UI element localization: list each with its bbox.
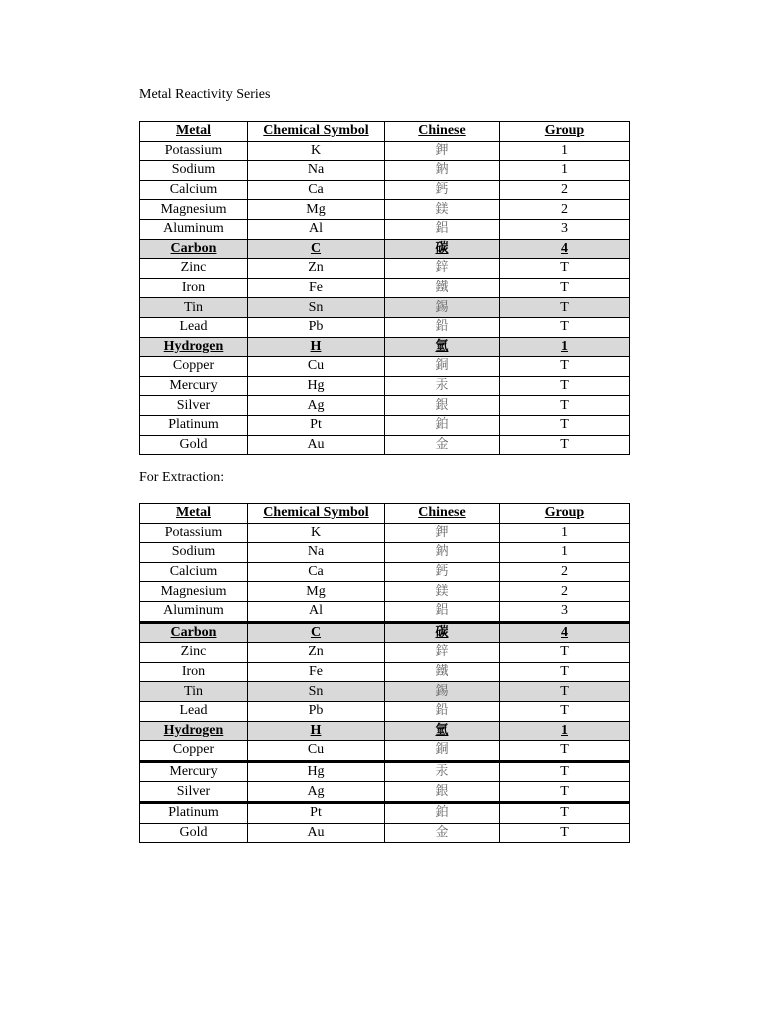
cell-symbol: Al [248,601,385,622]
cell-metal: Hydrogen [140,721,248,741]
cell-symbol: Hg [248,376,385,396]
table-row [140,643,630,663]
cell-symbol: Au [248,823,385,843]
cell-symbol: Mg [248,200,385,220]
cell-metal: Zinc [140,643,248,663]
cell-group: T [500,298,630,318]
cell-symbol: H [248,337,385,357]
table-row [140,701,630,721]
cell-group: T [500,701,630,721]
cell-group: 2 [500,180,630,200]
cell-metal: Sodium [140,161,248,181]
cell-symbol: Ca [248,180,385,200]
table-row [140,682,630,702]
cell-metal: Tin [140,682,248,702]
cell-chinese: 鈉 [385,543,500,563]
cell-chinese: 金 [385,823,500,843]
cell-chinese: 汞 [385,376,500,396]
cell-group: T [500,317,630,337]
cell-symbol: Zn [248,643,385,663]
cell-chinese: 鉀 [385,141,500,161]
section-title-extraction: For Extraction: [139,470,225,485]
cell-symbol: Sn [248,682,385,702]
cell-symbol: Mg [248,582,385,602]
cell-metal: Lead [140,317,248,337]
cell-chinese: 鈉 [385,161,500,181]
cell-symbol: Fe [248,662,385,682]
cell-group: T [500,761,630,782]
cell-symbol: Na [248,543,385,563]
cell-chinese: 鋅 [385,259,500,279]
cell-chinese: 銅 [385,357,500,377]
cell-chinese: 錫 [385,682,500,702]
cell-metal: Mercury [140,376,248,396]
table-row [140,396,630,416]
table-row [140,523,630,543]
cell-group: T [500,782,630,803]
cell-symbol: Fe [248,278,385,298]
cell-group: 4 [500,622,630,643]
cell-group: T [500,682,630,702]
cell-chinese: 鋁 [385,219,500,239]
extraction-table [139,503,630,843]
cell-metal: Gold [140,823,248,843]
column-header-chinese: Chinese [385,504,500,524]
cell-metal: Carbon [140,622,248,643]
cell-metal: Lead [140,701,248,721]
cell-metal: Calcium [140,180,248,200]
cell-group: T [500,376,630,396]
cell-group: 3 [500,601,630,622]
cell-metal: Mercury [140,761,248,782]
cell-chinese: 鉑 [385,415,500,435]
cell-metal: Iron [140,278,248,298]
table-row [140,415,630,435]
cell-group: 3 [500,219,630,239]
table-row [140,543,630,563]
cell-metal: Sodium [140,543,248,563]
cell-chinese: 鈣 [385,180,500,200]
cell-metal: Silver [140,396,248,416]
cell-group: T [500,415,630,435]
cell-chinese: 錫 [385,298,500,318]
cell-group: 1 [500,543,630,563]
table-row [140,180,630,200]
cell-group: T [500,357,630,377]
cell-metal: Magnesium [140,582,248,602]
cell-group: T [500,278,630,298]
cell-metal: Magnesium [140,200,248,220]
cell-symbol: K [248,523,385,543]
cell-chinese: 鐵 [385,278,500,298]
column-header-symbol: Chemical Symbol [248,504,385,524]
cell-metal: Carbon [140,239,248,259]
cell-group: 1 [500,161,630,181]
cell-group: T [500,259,630,279]
cell-chinese: 銅 [385,741,500,762]
table-row [140,337,630,357]
cell-group: T [500,802,630,823]
table-row [140,562,630,582]
table-row [140,741,630,762]
cell-chinese: 鉑 [385,802,500,823]
column-header-chinese: Chinese [385,122,500,142]
cell-chinese: 鉛 [385,701,500,721]
cell-chinese: 氫 [385,337,500,357]
table-row [140,721,630,741]
table-row [140,601,630,622]
cell-chinese: 鉛 [385,317,500,337]
cell-symbol: Cu [248,741,385,762]
cell-group: T [500,396,630,416]
cell-symbol: Al [248,219,385,239]
cell-symbol: Ca [248,562,385,582]
cell-chinese: 鉀 [385,523,500,543]
cell-chinese: 鐵 [385,662,500,682]
column-header-metal: Metal [140,504,248,524]
cell-symbol: K [248,141,385,161]
cell-metal: Copper [140,357,248,377]
table-row [140,298,630,318]
cell-metal: Calcium [140,562,248,582]
table-row [140,622,630,643]
cell-group: T [500,823,630,843]
cell-group: T [500,741,630,762]
table-row [140,823,630,843]
cell-symbol: Pt [248,415,385,435]
table-row [140,239,630,259]
cell-group: 1 [500,337,630,357]
cell-metal: Hydrogen [140,337,248,357]
cell-symbol: Pb [248,701,385,721]
cell-group: T [500,643,630,663]
cell-chinese: 銀 [385,782,500,803]
cell-group: 1 [500,523,630,543]
table-row [140,278,630,298]
cell-symbol: Sn [248,298,385,318]
cell-symbol: H [248,721,385,741]
cell-metal: Platinum [140,802,248,823]
table-row [140,376,630,396]
cell-symbol: Ag [248,782,385,803]
cell-metal: Gold [140,435,248,455]
section-title-reactivity-series: Metal Reactivity Series [139,87,271,102]
cell-symbol: Zn [248,259,385,279]
cell-symbol: Cu [248,357,385,377]
column-header-symbol: Chemical Symbol [248,122,385,142]
cell-symbol: Ag [248,396,385,416]
cell-metal: Iron [140,662,248,682]
cell-chinese: 汞 [385,761,500,782]
cell-metal: Potassium [140,523,248,543]
column-header-group: Group [500,122,630,142]
cell-metal: Aluminum [140,219,248,239]
cell-group: T [500,662,630,682]
cell-chinese: 氫 [385,721,500,741]
cell-chinese: 鎂 [385,582,500,602]
table-row [140,259,630,279]
table-row [140,582,630,602]
table-row [140,802,630,823]
cell-chinese: 鎂 [385,200,500,220]
cell-symbol: C [248,239,385,259]
table-row [140,662,630,682]
cell-group: 2 [500,562,630,582]
cell-symbol: Au [248,435,385,455]
cell-chinese: 鈣 [385,562,500,582]
cell-chinese: 碳 [385,622,500,643]
cell-chinese: 金 [385,435,500,455]
table-header-row [140,504,630,524]
cell-chinese: 碳 [385,239,500,259]
reactivity-series-table [139,121,630,455]
cell-metal: Platinum [140,415,248,435]
cell-symbol: C [248,622,385,643]
cell-symbol: Na [248,161,385,181]
table-row [140,435,630,455]
cell-metal: Aluminum [140,601,248,622]
table-row [140,200,630,220]
cell-chinese: 鋅 [385,643,500,663]
table-row [140,317,630,337]
cell-metal: Silver [140,782,248,803]
reactivity-series-table-body [140,141,630,455]
cell-group: 1 [500,141,630,161]
cell-metal: Potassium [140,141,248,161]
column-header-metal: Metal [140,122,248,142]
cell-group: 1 [500,721,630,741]
table-row [140,219,630,239]
table-row [140,141,630,161]
table-row [140,761,630,782]
extraction-table-body [140,523,630,843]
table-row [140,357,630,377]
cell-group: 2 [500,200,630,220]
cell-group: T [500,435,630,455]
table-header-row [140,122,630,142]
cell-symbol: Hg [248,761,385,782]
cell-chinese: 銀 [385,396,500,416]
cell-symbol: Pt [248,802,385,823]
cell-group: 4 [500,239,630,259]
column-header-group: Group [500,504,630,524]
table-row [140,782,630,803]
table-row [140,161,630,181]
cell-metal: Copper [140,741,248,762]
cell-metal: Tin [140,298,248,318]
cell-symbol: Pb [248,317,385,337]
cell-chinese: 鋁 [385,601,500,622]
cell-group: 2 [500,582,630,602]
cell-metal: Zinc [140,259,248,279]
